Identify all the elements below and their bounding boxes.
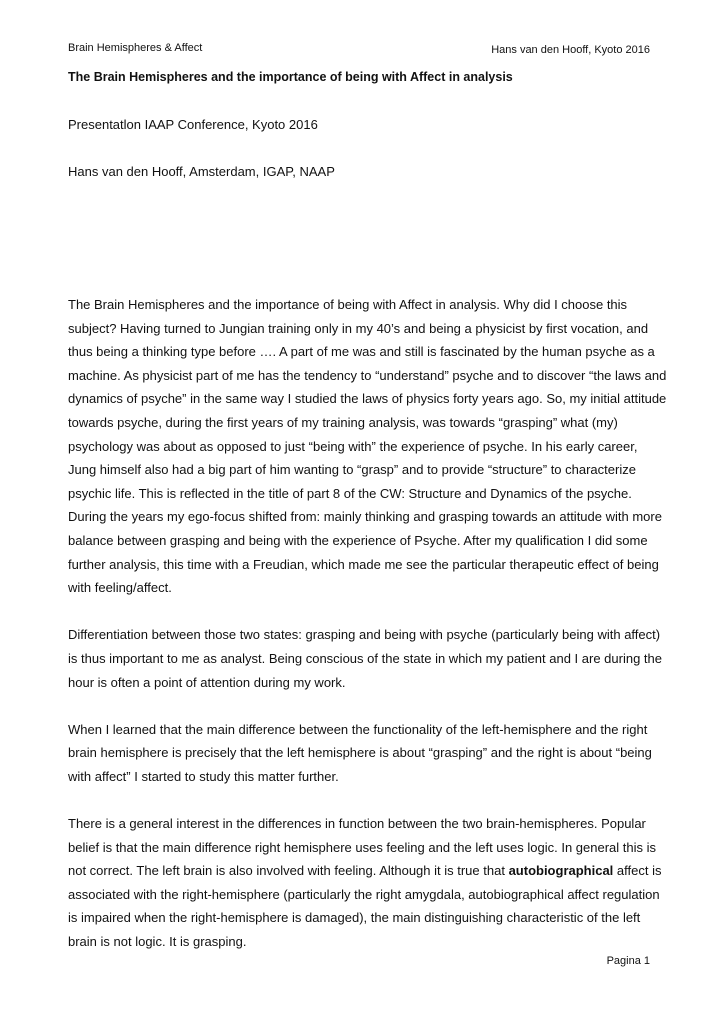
body-text [68,293,668,977]
presentation-line: Presentatlon IAAP Conference, Kyoto 2016 [68,117,318,132]
paragraph-3: When I learned that the main difference between the functionality of the left-hemisphere and the right brain hemisphere is precisely that the left hemisphere is about “grasping” and the right is about “being with affect” I started to study this matter further. [68,721,652,784]
running-header-title: Brain Hemispheres & Affect [68,42,203,54]
paragraph-4-start: There is a general interest in the differences in function between the two brain-hemispheres. Popular belief is that the main difference right hemisphere uses feeling and the left uses logic. In general this is not correct. The left brain is also involved with feeling. Although it is true that [68,816,656,879]
paragraph-4-end: affect is associated with the right-hemisphere (particularly the right amygdala, autobiographical affect regulation is impaired when the right-hemisphere is damaged), the main distinguishing characteristic of the left brain is not logic. It is grasping. [68,863,662,950]
running-header-author: Hans van den Hooff, Kyoto 2016 [491,44,650,56]
paragraph-4 [68,812,668,954]
paragraph-1: The Brain Hemispheres and the importance of being with Affect in analysis. Why did I choose this subject? Having turned to Jungian training only in my 40’s and being a physicist by first vocation, and thus being a thinking type before …. A part of me was and still is fascinated by the human psyche as a machine. As physicist part of me has the tendency to “understand” psyche and to discover “the laws and dynamics of psyche” in the same way I studied the laws of physics forty years ago. So, my initial attitude towards psyche, during the first years of my training analysis, was towards “grasping” what (my) psychology was about as opposed to just “being with” the experience of psyche. In his early career, Jung himself also had a big part of him wanting to “grasp” and to provide “structure” to characterize psychic life. This is reflected in the title of part 8 of the CW: Structure and Dynamics of the psyche. During the years my ego-focus shifted from: mainly thinking and grasping towards an attitude with more balance between grasping and being with the experience of Psyche. After my qualification I did some further analysis, this time with a Freudian, which made me see the particular therapeutic effect of being with feeling/affect. [68,297,667,596]
author-line: Hans van den Hooff, Amsterdam, IGAP, NAAP [68,164,335,179]
document-title: The Brain Hemispheres and the importance of being with Affect in analysis [68,70,513,84]
paragraph-2: Differentiation between those two states: grasping and being with psyche (particularly being with affect) is thus important to me as analyst. Being conscious of the state in which my patient and I are during the hour is often a point of attention during my work. [68,627,662,690]
page-number: Pagina 1 [606,955,650,967]
emphasis-autobiographical: autobiographical [508,863,614,879]
